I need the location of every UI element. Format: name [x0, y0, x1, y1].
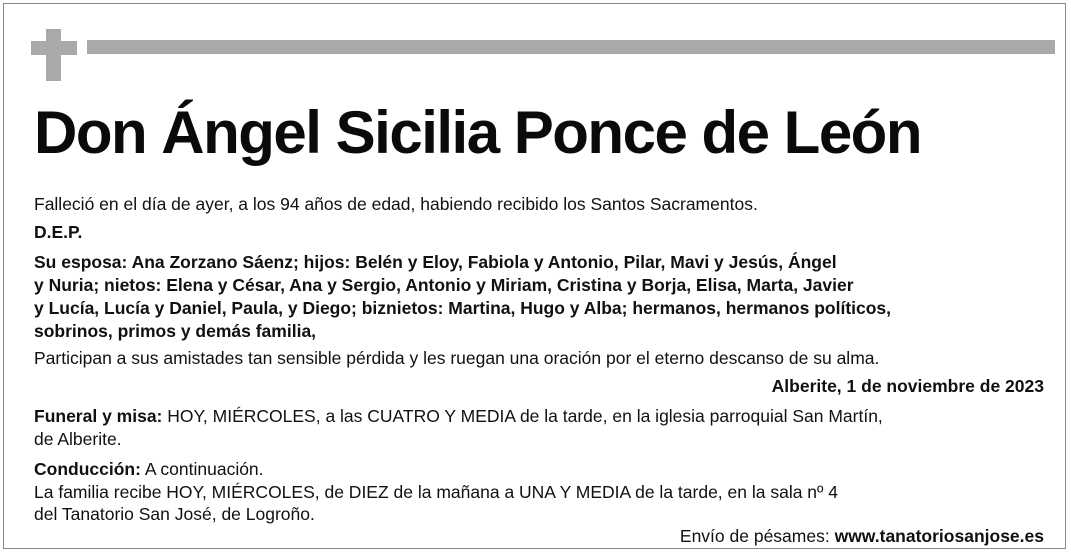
family-line: Su esposa: Ana Zorzano Sáenz; hijos: Belén y Eloy, Fabiola y Antonio, Pilar, Mavi y Jesús, Ángel	[34, 252, 837, 272]
cross-icon	[31, 29, 77, 81]
visitation-location: del Tanatorio San José, de Logroño.	[34, 504, 315, 524]
dep-text: D.E.P.	[34, 222, 83, 242]
family-line: sobrinos, primos y demás familia,	[34, 321, 317, 341]
conduction-label: Conducción:	[34, 459, 141, 479]
condolences-label: Envío de pésames:	[679, 526, 835, 546]
funeral-label: Funeral y misa:	[34, 406, 163, 426]
obituary-card	[3, 3, 1066, 549]
deceased-name: Don Ángel Sicilia Ponce de León	[34, 99, 921, 166]
condolences-line	[34, 526, 1044, 547]
funeral-location: de Alberite.	[34, 429, 122, 449]
condolences-website-link[interactable]: www.tanatoriosanjose.es	[834, 526, 1044, 546]
intro-text: Falleció en el día de ayer, a los 94 años de edad, habiendo recibido los Santos Sacramentos.	[34, 194, 758, 214]
funeral-line	[34, 406, 1044, 427]
place-date: Alberite, 1 de noviembre de 2023	[771, 376, 1044, 396]
family-line: y Nuria; nietos: Elena y César, Ana y Sergio, Antonio y Miriam, Cristina y Borja, Elisa, Marta, Javier	[34, 275, 854, 295]
funeral-details: HOY, MIÉRCOLES, a las CUATRO Y MEDIA de la tarde, en la iglesia parroquial San Martín,	[162, 406, 883, 426]
visitation-text: La familia recibe HOY, MIÉRCOLES, de DIEZ de la mañana a UNA Y MEDIA de la tarde, en la sala nº 4	[34, 482, 839, 502]
header-divider	[87, 40, 1055, 54]
announcement-text: Participan a sus amistades tan sensible pérdida y les ruegan una oración por el eterno descanso de su alma.	[34, 348, 880, 368]
conduction-line	[34, 459, 1044, 480]
conduction-details: A continuación.	[140, 459, 264, 479]
family-line: y Lucía, Lucía y Daniel, Paula, y Diego; biznietos: Martina, Hugo y Alba; hermanos, hermanos políticos,	[34, 298, 892, 318]
